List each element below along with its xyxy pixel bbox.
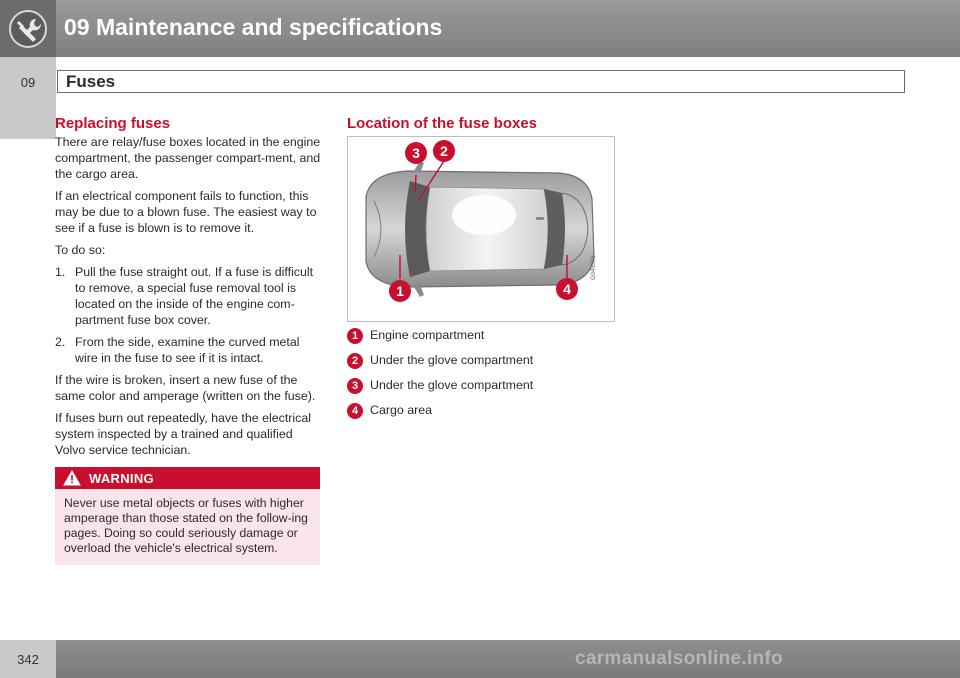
fuse-marker-4 xyxy=(556,278,578,300)
page-footer xyxy=(0,640,960,678)
paragraph: If fuses burn out repeatedly, have the electrical system inspected by a trained and qualified Volvo service technician. xyxy=(55,411,311,457)
warning-text: Never use metal objects or fuses with higher amperage than those stated on the follow-ing pages. Doing so could seriously damage or overload the vehicle's electrical system. xyxy=(55,489,320,565)
list-item xyxy=(55,334,321,366)
right-column xyxy=(347,115,627,134)
left-column xyxy=(55,115,321,464)
chapter-side-tab xyxy=(0,57,56,139)
replacing-fuses-heading: Replacing fuses xyxy=(55,115,171,132)
car-fuse-diagram xyxy=(347,136,615,322)
paragraph: If the wire is broken, insert a new fuse of the same color and amperage (written on the fuse). xyxy=(55,373,316,403)
marker-label: 4 xyxy=(563,281,571,297)
chapter-title: 09 Maintenance and specifications xyxy=(64,14,443,40)
marker-label: 1 xyxy=(396,283,404,299)
warning-label: WARNING xyxy=(89,471,154,486)
fuse-marker-1 xyxy=(389,280,411,302)
legend-text: Engine compartment xyxy=(370,328,485,342)
fuse-box-legend xyxy=(347,326,627,426)
fuse-marker-2 xyxy=(433,140,455,162)
watermark: carmanualsonline.info xyxy=(575,648,783,669)
legend-badge: 4 xyxy=(347,403,363,419)
list-text: Pull the fuse straight out. If a fuse is difficult to remove, a special fuse removal tool is located on the inside of the engine com-partment fuse box cover. xyxy=(75,265,314,327)
figure-code: G045305 xyxy=(591,255,597,280)
list-number: 2. xyxy=(55,335,66,349)
fuse-marker-3 xyxy=(405,142,427,164)
legend-badge: 3 xyxy=(347,378,363,394)
legend-item xyxy=(347,326,627,351)
legend-item xyxy=(347,351,627,376)
list-item xyxy=(55,264,321,328)
legend-text: Cargo area xyxy=(370,403,432,417)
section-title: Fuses xyxy=(66,72,116,91)
section-title-box xyxy=(57,70,905,93)
intro-paragraph: There are relay/fuse boxes located in the engine compartment, the passenger compart-ment, and the cargo area. xyxy=(55,135,321,181)
warning-box xyxy=(55,467,320,565)
legend-badge: 2 xyxy=(347,353,363,369)
page-number: 342 xyxy=(17,652,39,667)
header-icon-box xyxy=(0,0,56,57)
list-text: From the side, examine the curved metal wire in the fuse to see if it is intact. xyxy=(75,335,300,365)
legend-item xyxy=(347,401,627,426)
legend-text: Under the glove compartment xyxy=(370,378,534,392)
wrench-icon xyxy=(0,0,56,57)
car-top-view-illustration xyxy=(348,137,614,321)
paragraph: To do so: xyxy=(55,243,106,257)
paragraph: If an electrical component fails to function, this may be due to a blown fuse. The easiest way to see if a fuse is blown is to remove it. xyxy=(55,189,317,235)
legend-badge: 1 xyxy=(347,328,363,344)
marker-label: 2 xyxy=(440,143,448,159)
warning-header xyxy=(55,467,320,489)
warning-triangle-icon xyxy=(63,470,81,486)
fuse-box-location-heading: Location of the fuse boxes xyxy=(347,115,538,132)
chapter-number: 09 xyxy=(20,75,36,90)
legend-item xyxy=(347,376,627,401)
legend-text: Under the glove compartment xyxy=(370,353,534,367)
marker-label: 3 xyxy=(412,145,420,161)
list-number: 1. xyxy=(55,265,66,279)
